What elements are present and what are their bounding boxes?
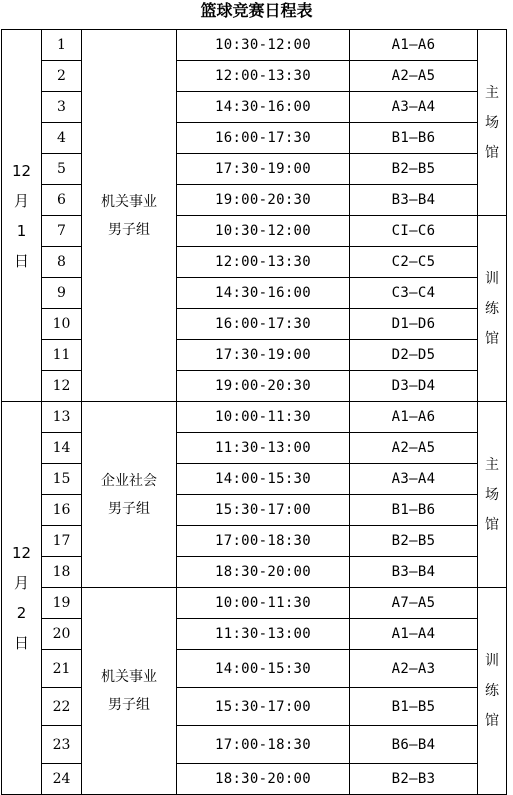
matchup-cell: A1—A6 — [350, 402, 478, 433]
time-cell: 14:00-15:30 — [177, 650, 350, 688]
matchup-cell: C3—C4 — [350, 278, 478, 309]
time-cell: 10:00-11:30 — [177, 402, 350, 433]
time-cell: 16:00-17:30 — [177, 309, 350, 340]
date-part: 日 — [13, 634, 29, 652]
game-number: 23 — [42, 726, 82, 764]
game-number: 3 — [42, 92, 82, 123]
matchup-cell: B2—B5 — [350, 154, 478, 185]
game-number: 21 — [42, 650, 82, 688]
table-row — [2, 688, 507, 726]
matchup-cell: A2—A5 — [350, 61, 478, 92]
table-row — [2, 61, 507, 92]
matchup-cell: B1—B5 — [350, 688, 478, 726]
group-cell — [82, 402, 177, 588]
table-row — [2, 309, 507, 340]
table-row — [2, 588, 507, 619]
matchup-cell: A3—A4 — [350, 92, 478, 123]
game-number: 18 — [42, 557, 82, 588]
game-number: 22 — [42, 688, 82, 726]
venue-cell — [478, 216, 507, 402]
venue-part: 主 — [485, 84, 499, 101]
matchup-cell: C2—C5 — [350, 247, 478, 278]
time-cell: 17:30-19:00 — [177, 154, 350, 185]
matchup-cell: CI—C6 — [350, 216, 478, 247]
venue-part: 训 — [485, 653, 499, 669]
time-cell: 11:30-13:00 — [177, 619, 350, 650]
time-cell: 17:00-18:30 — [177, 726, 350, 764]
game-number: 24 — [42, 764, 82, 795]
game-number: 14 — [42, 433, 82, 464]
table-row — [2, 402, 507, 433]
time-cell: 10:00-11:30 — [177, 588, 350, 619]
matchup-cell: A2—A3 — [350, 650, 478, 688]
venue-part: 馆 — [485, 144, 499, 161]
table-row — [2, 495, 507, 526]
date-part: 1 — [16, 221, 27, 240]
time-cell: 19:00-20:30 — [177, 371, 350, 402]
game-number: 17 — [42, 526, 82, 557]
date-part: 12 — [11, 161, 32, 180]
matchup-cell: B6—B4 — [350, 726, 478, 764]
table-row — [2, 123, 507, 154]
group-part: 男子组 — [108, 697, 150, 713]
group-part: 男子组 — [108, 221, 150, 238]
table-row — [2, 726, 507, 764]
table-row — [2, 764, 507, 795]
matchup-cell: D2—D5 — [350, 340, 478, 371]
date-part: 月 — [13, 191, 29, 210]
table-row — [2, 92, 507, 123]
table-row — [2, 650, 507, 688]
table-row — [2, 154, 507, 185]
time-cell: 14:30-16:00 — [177, 278, 350, 309]
game-number: 8 — [42, 247, 82, 278]
table-row — [2, 619, 507, 650]
game-number: 16 — [42, 495, 82, 526]
venue-cell — [478, 30, 507, 216]
matchup-cell: A1—A4 — [350, 619, 478, 650]
game-number: 6 — [42, 185, 82, 216]
game-number: 1 — [42, 30, 82, 61]
game-number: 9 — [42, 278, 82, 309]
table-row — [2, 30, 507, 61]
game-number: 12 — [42, 371, 82, 402]
venue-part: 馆 — [485, 516, 499, 533]
venue-part: 练 — [485, 683, 499, 699]
time-cell: 17:00-18:30 — [177, 526, 350, 557]
group-part: 企业社会 — [101, 472, 157, 489]
venue-cell — [478, 402, 507, 588]
game-number: 19 — [42, 588, 82, 619]
time-cell: 18:30-20:00 — [177, 557, 350, 588]
date-part: 12 — [11, 544, 32, 562]
matchup-cell: D1—D6 — [350, 309, 478, 340]
time-cell: 15:30-17:00 — [177, 688, 350, 726]
venue-part: 主 — [485, 456, 499, 473]
time-cell: 10:30-12:00 — [177, 30, 350, 61]
date-part: 日 — [13, 251, 29, 270]
date-cell — [2, 402, 42, 795]
table-row — [2, 371, 507, 402]
venue-part: 馆 — [485, 330, 499, 347]
time-cell: 10:30-12:00 — [177, 216, 350, 247]
table-row — [2, 340, 507, 371]
matchup-cell: A1—A6 — [350, 30, 478, 61]
group-part: 机关事业 — [101, 193, 157, 210]
time-cell: 17:30-19:00 — [177, 340, 350, 371]
venue-part: 场 — [485, 114, 499, 131]
table-row — [2, 247, 507, 278]
game-number: 11 — [42, 340, 82, 371]
matchup-cell: A7—A5 — [350, 588, 478, 619]
page-title: 篮球竞赛日程表 — [200, 1, 313, 20]
time-cell: 11:30-13:00 — [177, 433, 350, 464]
game-number: 2 — [42, 61, 82, 92]
date-part: 2 — [16, 604, 27, 622]
venue-part: 练 — [485, 300, 499, 317]
time-cell: 18:30-20:00 — [177, 764, 350, 795]
matchup-cell: B2—B5 — [350, 526, 478, 557]
time-cell: 14:00-15:30 — [177, 464, 350, 495]
matchup-cell: B1—B6 — [350, 495, 478, 526]
venue-part: 场 — [485, 486, 499, 503]
matchup-cell: B2—B3 — [350, 764, 478, 795]
game-number: 5 — [42, 154, 82, 185]
game-number: 20 — [42, 619, 82, 650]
group-cell — [82, 30, 177, 402]
table-row — [2, 557, 507, 588]
time-cell: 12:00-13:30 — [177, 247, 350, 278]
game-number: 4 — [42, 123, 82, 154]
time-cell: 15:30-17:00 — [177, 495, 350, 526]
venue-cell — [478, 588, 507, 795]
time-cell: 14:30-16:00 — [177, 92, 350, 123]
matchup-cell: A3—A4 — [350, 464, 478, 495]
matchup-cell: B3—B4 — [350, 557, 478, 588]
venue-part: 训 — [485, 270, 499, 287]
table-row — [2, 464, 507, 495]
matchup-cell: B3—B4 — [350, 185, 478, 216]
group-part: 男子组 — [108, 500, 150, 517]
table-row — [2, 433, 507, 464]
game-number: 13 — [42, 402, 82, 433]
game-number: 10 — [42, 309, 82, 340]
table-row — [2, 216, 507, 247]
time-cell: 16:00-17:30 — [177, 123, 350, 154]
game-number: 7 — [42, 216, 82, 247]
matchup-cell: B1—B6 — [350, 123, 478, 154]
group-cell — [82, 588, 177, 795]
table-row — [2, 185, 507, 216]
schedule-table — [1, 29, 507, 795]
group-part: 机关事业 — [101, 669, 157, 685]
matchup-cell: D3—D4 — [350, 371, 478, 402]
venue-part: 馆 — [485, 713, 499, 729]
time-cell: 12:00-13:30 — [177, 61, 350, 92]
date-cell — [2, 30, 42, 402]
game-number: 15 — [42, 464, 82, 495]
date-part: 月 — [13, 574, 29, 592]
table-row — [2, 526, 507, 557]
matchup-cell: A2—A5 — [350, 433, 478, 464]
table-row — [2, 278, 507, 309]
time-cell: 19:00-20:30 — [177, 185, 350, 216]
